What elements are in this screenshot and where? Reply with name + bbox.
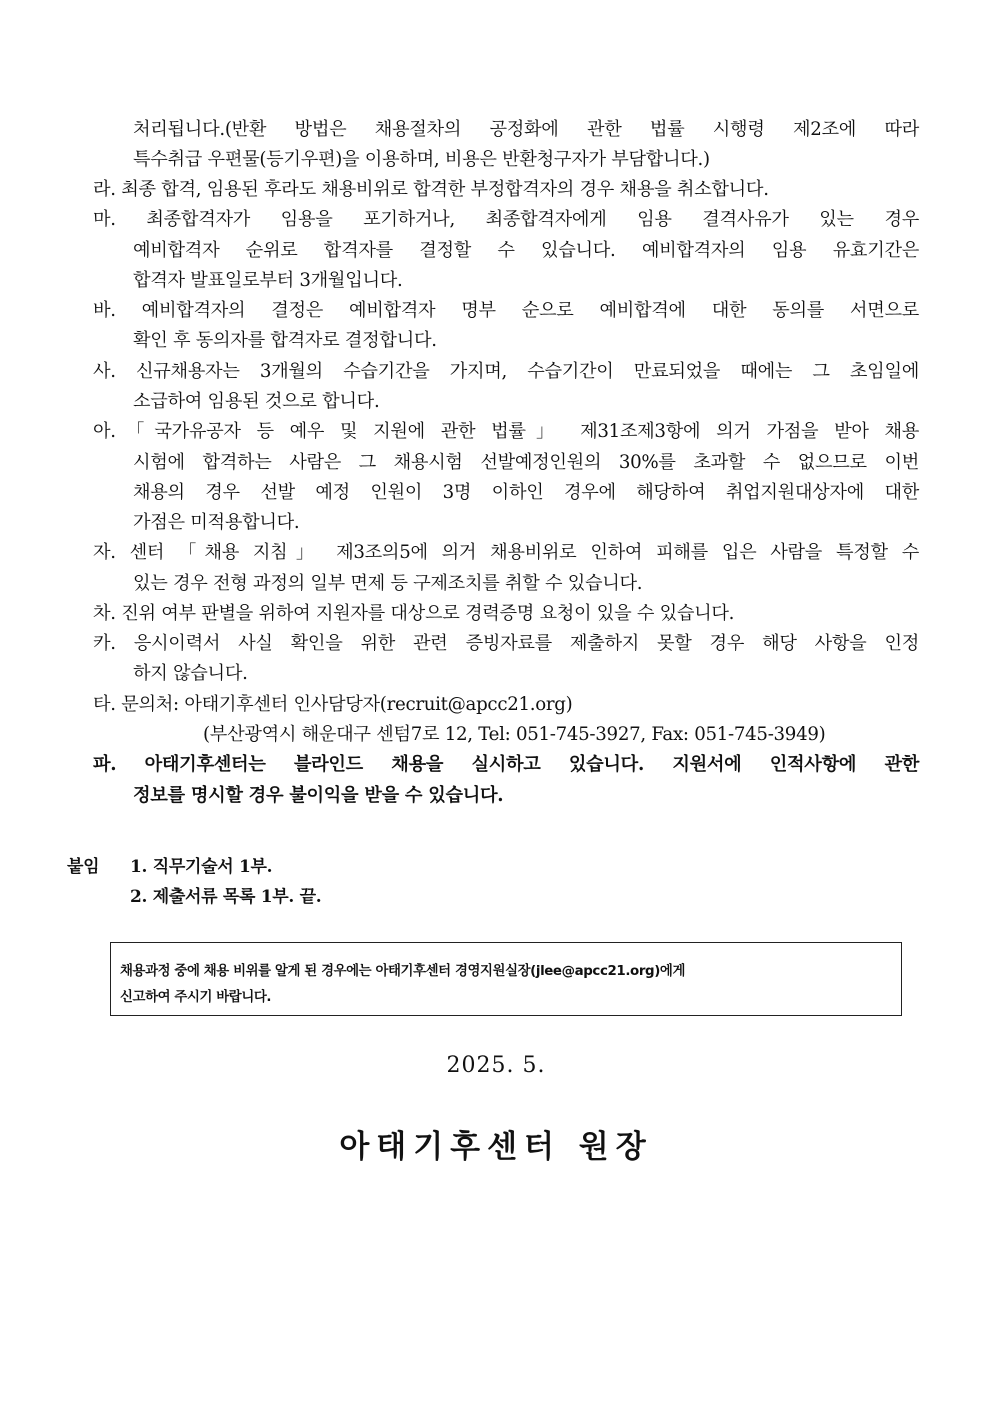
text-line: 처리됩니다.(반환 방법은 채용절차의 공정화에 관한 법률 시행령 제2조에 따라 <box>133 119 919 140</box>
text-line: 합격자 발표일로부터 3개월입니다. <box>133 270 403 291</box>
attachment-label: 붙임 <box>67 857 100 877</box>
notice-box <box>110 942 902 1016</box>
text-line: 차. 진위 여부 판별을 위하여 지원자를 대상으로 경력증명 요청이 있을 수 있습니다. <box>93 603 735 624</box>
text-line: 확인 후 동의자를 합격자로 결정합니다. <box>133 330 437 351</box>
text-line: 자. 센터 「채용 지침」 제3조의5에 의거 채용비위로 인하여 피해를 입은 사람을 특정할 수 <box>93 542 919 563</box>
text-line: 라. 최종 합격, 임용된 후라도 채용비위로 합격한 부정합격자의 경우 채용을 취소합니다. <box>93 179 769 200</box>
text-line: 시험에 합격하는 사람은 그 채용시험 선발예정인원의 30%를 초과할 수 없으므로 이번 <box>133 452 919 473</box>
blind-hiring-line: 정보를 명시할 경우 불이익을 받을 수 있습니다. <box>133 785 504 806</box>
text-line: 채용의 경우 선발 예정 인원이 3명 이하인 경우에 해당하여 취업지원대상자에 대한 <box>133 482 919 503</box>
text-line: 사. 신규채용자는 3개월의 수습기간을 가지며, 수습기간이 만료되었을 때에는 그 초임일에 <box>93 361 919 382</box>
blind-hiring-line: 파. 아태기후센터는 블라인드 채용을 실시하고 있습니다. 지원서에 인적사항에 관한 <box>93 754 919 775</box>
contact-line: 타. 문의처: 아태기후센터 인사담당자(recruit@apcc21.org) <box>93 694 573 715</box>
notice-text: 신고하여 주시기 바랍니다. <box>120 990 272 1005</box>
attachment-item: 1. 직무기술서 1부. <box>130 857 273 877</box>
address-line: (부산광역시 해운대구 센텀7로 12, Tel: 051-745-3927, Fax: 051-745-3949) <box>203 724 826 745</box>
text-line: 있는 경우 전형 과정의 일부 면제 등 구제조치를 취할 수 있습니다. <box>133 573 643 594</box>
text-line: 예비합격자 순위로 합격자를 결정할 수 있습니다. 예비합격자의 임용 유효기간은 <box>133 240 919 261</box>
text-line: 바. 예비합격자의 결정은 예비합격자 명부 순으로 예비합격에 대한 동의를 서면으로 <box>93 300 919 321</box>
document-date: 2025. 5. <box>446 1053 546 1078</box>
text-line: 특수취급 우편물(등기우편)을 이용하며, 비용은 반환청구자가 부담합니다.) <box>133 149 710 170</box>
signature: 아태기후센터 원장 <box>339 1129 653 1165</box>
notice-text: 채용과정 중에 채용 비위를 알게 된 경우에는 아태기후센터 경영지원실장(jlee@apcc21.org)에게 <box>120 964 686 979</box>
text-line: 카. 응시이력서 사실 확인을 위한 관련 증빙자료를 제출하지 못할 경우 해당 사항을 인정 <box>93 633 919 654</box>
text-line: 마. 최종합격자가 임용을 포기하거나, 최종합격자에게 임용 결격사유가 있는 경우 <box>93 209 919 230</box>
text-line: 가점은 미적용합니다. <box>133 512 300 533</box>
text-line: 아.「국가유공자 등 예우 및 지원에 관한 법률」 제31조제3항에 의거 가점을 받아 채용 <box>93 421 919 442</box>
text-line: 하지 않습니다. <box>133 663 248 684</box>
text-line: 소급하여 임용된 것으로 합니다. <box>133 391 380 412</box>
attachment-item: 2. 제출서류 목록 1부. 끝. <box>130 887 322 907</box>
